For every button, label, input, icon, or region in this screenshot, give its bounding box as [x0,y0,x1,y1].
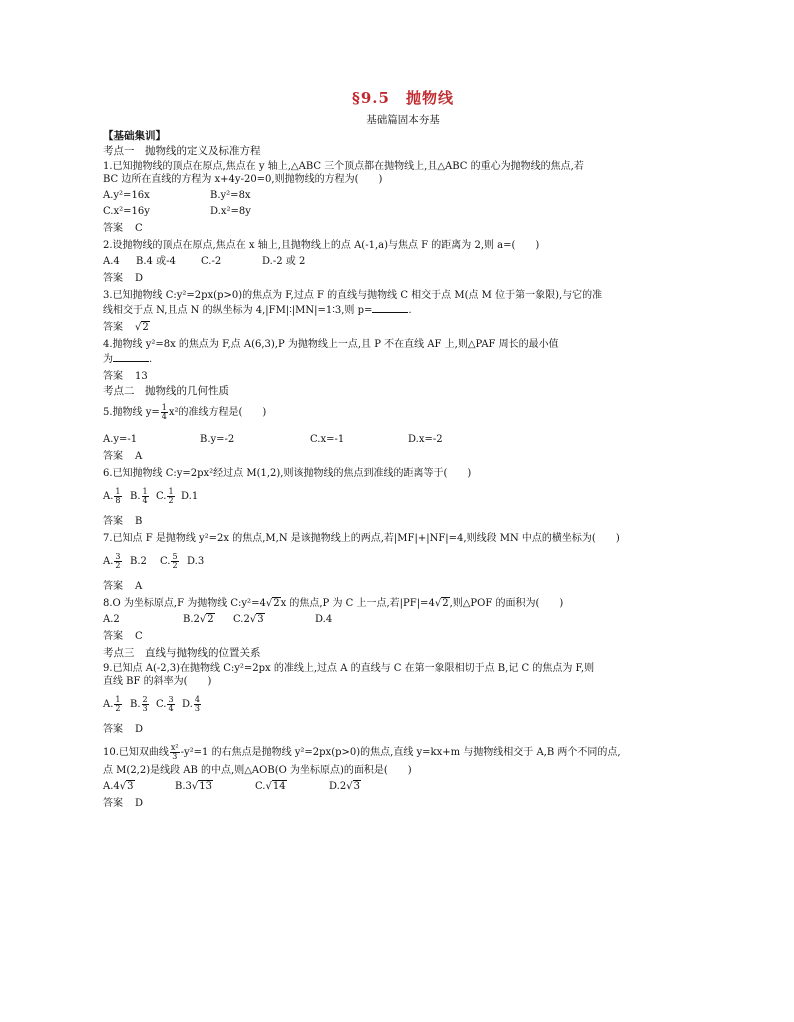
question-7-option-d: D.3 [187,556,205,567]
answer-label: 答案 [103,798,123,809]
question-1-answer [103,222,703,235]
document-page [103,89,703,814]
question-3-text-line-1: 3.已知抛物线 C:y²=2px(p>0)的焦点为 F,过点 F 的直线与抛物线 C 相交于点 M(点 M 位于第一象限),与它的准 [103,290,603,301]
answer-value: D [135,724,144,735]
question-5-answer [103,450,703,463]
question-7-option-c: C. $\frac{5}{2}$ [160,552,178,570]
question-9-answer [103,723,703,736]
question-6-option-c: C. $\frac{1}{2}$ [156,487,174,505]
question-1-option-b: B.y²=8x [210,190,251,201]
question-2-option-b: B.4 或-4 [136,256,176,267]
topic-1-heading: 考点一 抛物线的定义及标准方程 [103,145,261,157]
question-3 [103,289,703,334]
question-10-option-c: C.√14 [255,781,286,792]
answer-label: 答案 [103,631,123,642]
question-3-end: . [408,305,412,316]
answer-blank [113,351,149,362]
question-6-option-b: B. $\frac{1}{4}$ [130,487,148,505]
question-4-text-line-2: 为 [103,354,113,365]
answer-label: 答案 [103,724,123,735]
question-10-text-pre: 10.已知双曲线 [103,747,169,758]
question-3-answer [103,321,703,334]
answer-blank [372,302,408,313]
question-7 [103,532,703,593]
question-2 [103,239,703,285]
answer-value: B [135,516,143,527]
question-2-text: 2.设抛物线的顶点在原点,焦点在 x 轴上,且抛物线上的点 A(-1,a)与焦点 F 的距离为 2,则 a=( ) [103,240,540,251]
fraction: $\frac{1}{4}$ [161,403,167,421]
fraction: $\frac{\text{x²}}{3}$ [170,743,179,761]
topic-3-heading: 考点三 直线与抛物线的位置关系 [103,647,261,659]
answer-label: 答案 [103,322,123,333]
question-5-option-b: B.y=-2 [200,434,235,445]
question-5-text-pre: 5.抛物线 y= [103,407,160,418]
question-4 [103,338,703,383]
page-subtitle: 基础篇固本夯基 [366,114,440,126]
answer-label: 答案 [103,371,123,382]
question-6-answer [103,515,703,528]
question-7-text: 7.已知点 F 是抛物线 y²=2x 的焦点,M,N 是该抛物线上的两点,若|MF|+|NF|=4,则线段 MN 中点的横坐标为( ) [103,533,620,544]
question-10-option-d: D.2√3 [329,781,360,792]
question-1-option-c: C.x²=16y [103,206,150,217]
answer-label: 答案 [103,451,123,462]
question-1-text-line-1: 1.已知抛物线的顶点在原点,焦点在 y 轴上,△ABC 三个顶点都在抛物线上,且△ABC 的重心为抛物线的焦点,若 [103,161,584,172]
question-3-text-line-2: 线相交于点 N,且点 N 的纵坐标为 4,|FM|∶|MN|=1∶3,则 p= [103,305,373,316]
question-1-option-a: A.y²=16x [103,190,150,201]
answer-value: C [135,631,143,642]
question-4-text-line-1: 4.抛物线 y²=8x 的焦点为 F,点 A(6,3),P 为抛物线上一点,且 P 不在直线 AF 上,则△PAF 周长的最小值 [103,339,559,350]
answer-value: 13 [135,371,148,382]
square-root: √2 [265,598,280,609]
question-8-option-a: A.2 [103,614,120,625]
question-1 [103,160,703,235]
question-10 [103,744,703,810]
question-6-option-d: D.1 [181,491,199,502]
question-8-text-mid: x 的焦点,P 为 C 上一点,若|PF|=4 [280,598,435,609]
question-10-option-a: A.4√3 [103,781,134,792]
question-7-option-b: B.2 [130,556,147,567]
question-1-option-d: D.x²=8y [210,206,251,217]
question-9-option-d: D. $\frac{4}{3}$ [182,695,200,713]
answer-label: 答案 [103,581,123,592]
question-6 [103,467,703,528]
question-8 [103,597,703,643]
question-5 [103,404,703,463]
question-10-text-line-2: 点 M(2,2)是线段 AB 的中点,则△AOB(O 为坐标原点)的面积是( ) [103,765,412,776]
question-5-option-a: A.y=-1 [103,434,138,445]
question-10-option-b: B.3√13 [175,781,212,792]
question-7-option-a: A. $\frac{3}{2}$ [103,552,121,570]
answer-value: A [135,581,143,592]
answer-value: A [135,451,143,462]
page-title: §9.5 抛物线 [352,89,454,107]
question-9-option-c: C. $\frac{3}{4}$ [156,695,174,713]
question-9 [103,662,703,736]
question-5-option-d: D.x=-2 [408,434,443,445]
topic-2-heading: 考点二 抛物线的几何性质 [103,385,229,397]
question-5-text-post: x²的准线方程是( ) [168,407,267,418]
answer-label: 答案 [103,273,123,284]
question-8-answer [103,630,703,643]
answer-value: D [135,798,144,809]
question-7-answer [103,580,703,593]
answer-value: C [135,223,143,234]
question-10-answer [103,797,703,810]
question-8-text-post: ,则△POF 的面积为( ) [449,598,564,609]
question-2-option-d: D.-2 或 2 [262,256,306,267]
question-9-option-a: A. $\frac{1}{2}$ [103,695,121,713]
question-8-text-pre: 8.O 为坐标原点,F 为抛物线 C:y²=4 [103,598,266,609]
question-10-text-post: -y²=1 的右焦点是抛物线 y²=2px(p>0)的焦点,直线 y=kx+m 与抛物线相交于 A,B 两个不同的点, [180,747,621,758]
answer-label: 答案 [103,223,123,234]
question-9-text-line-1: 9.已知点 A(-2,3)在抛物线 C:y²=2px 的准线上,过点 A 的直线与 C 在第一象限相切于点 B,记 C 的焦点为 F,则 [103,663,595,674]
square-root: √2 [434,598,449,609]
question-8-option-d: D.4 [315,614,333,625]
answer-value: D [135,273,144,284]
question-6-option-a: A. $\frac{1}{8}$ [103,487,121,505]
answer-label: 答案 [103,516,123,527]
question-2-option-c: C.-2 [201,256,222,267]
section-label: 【基础集训】 [103,130,166,142]
question-9-option-b: B. $\frac{2}{3}$ [130,695,148,713]
question-1-text-line-2: BC 边所在直线的方程为 x+4y-20=0,则抛物线的方程为( ) [103,174,383,185]
question-2-answer [103,272,703,285]
question-9-text-line-2: 直线 BF 的斜率为( ) [103,676,212,687]
question-5-option-c: C.x=-1 [310,434,345,445]
question-4-answer [103,370,703,383]
question-8-option-c: C.2√3 [233,614,264,625]
question-8-option-b: B.2√2 [183,614,214,625]
question-4-end: . [149,354,153,365]
question-2-option-a: A.4 [103,256,120,267]
question-6-text: 6.已知抛物线 C:y=2px²经过点 M(1,2),则该抛物线的焦点到准线的距离等于( ) [103,468,472,479]
answer-value: √2 [135,322,149,333]
